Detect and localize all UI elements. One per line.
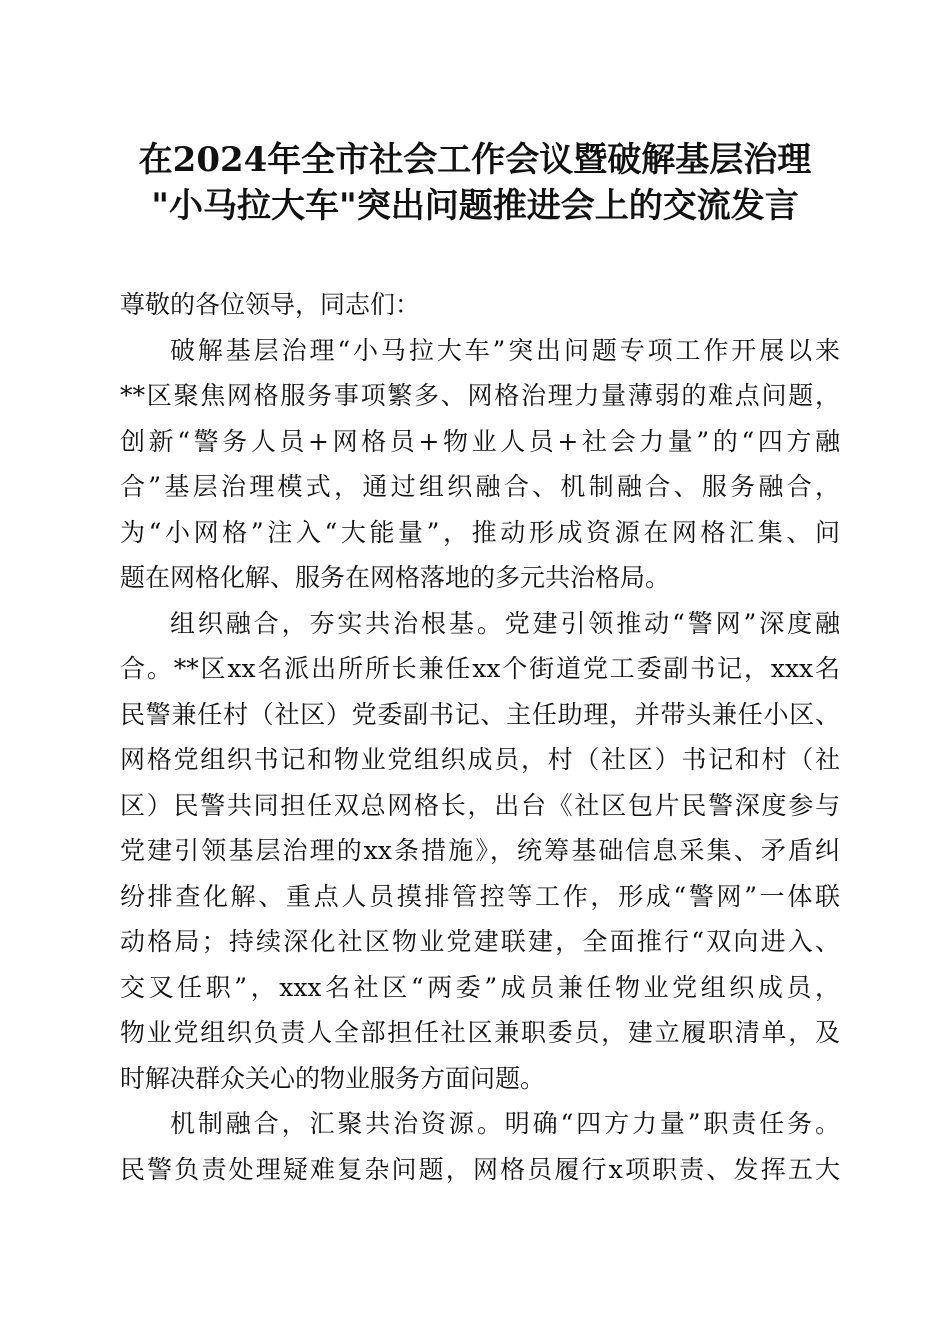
- paragraph-3-line-1: 机制融合，汇聚共治资源。明确“四方力量”职责任务。: [170, 1109, 840, 1138]
- paragraph-2-line-7: 纷排查化解、重点人员摸排管控等工作，形成“警网”一体联: [120, 881, 840, 911]
- paragraph-1-line-1: 破解基层治理“小马拉大车”突出问题专项工作开展以来: [170, 335, 840, 365]
- paragraph-2-line-11: 时解决群众关心的物业服务方面问题。: [120, 1063, 546, 1093]
- paragraph-1-line-2: **区聚焦网格服务事项繁多、网格治理力量薄弱的难点问题，: [120, 381, 840, 410]
- paragraph-1-line-3: 创新“警务人员+网格员+物业人员+社会力量”的“四方融: [120, 426, 840, 456]
- paragraph-3-line-2: 民警负责处理疑难复杂问题，网格员履行x项职责、发挥五大: [120, 1154, 840, 1184]
- paragraph-2-line-3: 民警兼任村（社区）党委副书记、主任助理，并带头兼任小区、: [120, 699, 840, 729]
- paragraph-2-line-8: 动格局；持续深化社区物业党建联建，全面推行“双向进入、: [120, 927, 840, 956]
- document-body: [120, 282, 840, 1192]
- paragraph-2-line-2: 合。**区xx名派出所所长兼任xx个街道党工委副书记，xxx名: [120, 654, 840, 683]
- paragraph-2-line-9: 交叉任职”，xxx名社区“两委”成员兼任物业党组织成员，: [120, 972, 840, 1002]
- paragraph-2-line-10: 物业党组织负责人全部担任社区兼职委员，建立履职清单，及: [120, 1018, 840, 1047]
- paragraph-1-line-6: 题在网格化解、服务在网格落地的多元共治格局。: [120, 563, 671, 592]
- paragraph-1-line-4: 合”基层治理模式，通过组织融合、机制融合、服务融合，: [120, 472, 840, 501]
- paragraph-2-line-4: 网格党组织书记和物业党组织成员，村（社区）书记和村（社: [120, 745, 840, 774]
- paragraph-2-line-5: 区）民警共同担任双总网格长，出台《社区包片民警深度参与: [120, 790, 840, 820]
- salutation: 尊敬的各位领导，同志们：: [120, 290, 421, 319]
- paragraph-2-line-6: 党建引领基层治理的xx条措施》，统筹基础信息采集、矛盾纠: [120, 836, 840, 865]
- document-title-line-2: "小马拉大车"突出问题推进会上的交流发言: [151, 186, 799, 226]
- document-title-line-1: 在2024年全市社会工作会议暨破解基层治理: [138, 140, 812, 180]
- paragraph-1-line-5: 为“小网格”注入“大能量”，推动形成资源在网格汇集、问: [120, 517, 840, 547]
- paragraph-2-line-1: 组织融合，夯实共治根基。党建引领推动“警网”深度融: [170, 608, 840, 638]
